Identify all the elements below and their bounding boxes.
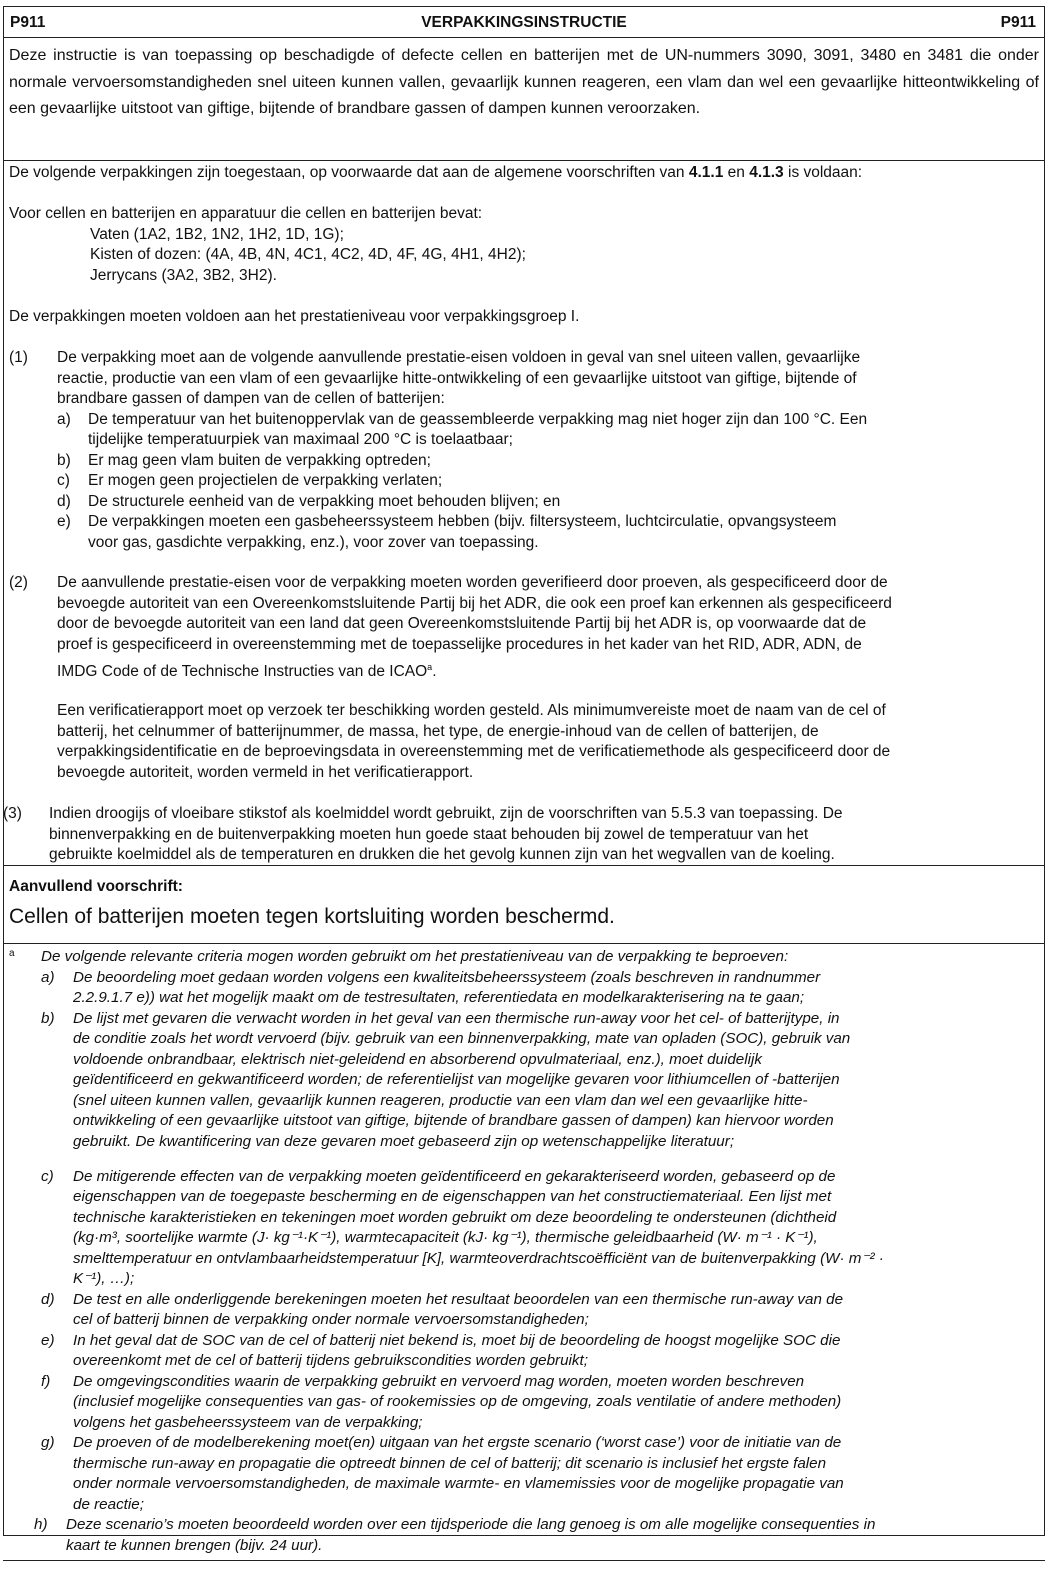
divider [4, 943, 1044, 944]
item-line: De verpakkingen moeten een gasbeheerssysteem hebben (bijv. filtersysteem, luchtcirculatie, opvangsysteem [88, 513, 837, 530]
footnote-line: De omgevingscondities waarin de verpakking gebruikt en vervoerd mag worden, moeten worden beschreven [73, 1373, 805, 1390]
footnote-line: De mitigerende effecten van de verpakking moeten geïdentificeerd en gekarakteriseerd worden, gebaseerd op de [73, 1168, 836, 1185]
footnote-line: Deze scenario’s moeten beoordeeld worden over een tijdsperiode die lang genoeg is om alle mogelijke consequenties in [66, 1516, 876, 1533]
instruction-table [3, 6, 1045, 1536]
ref-4-1-1: 4.1.1 [688, 164, 724, 181]
item-line: De structurele eenheid van de verpakking moet behouden blijven; en [88, 493, 561, 510]
report-line: Een verificatierapport moet op verzoek ter beschikking worden gesteld. Als minimumvereiste moet de naam van de cel of [57, 702, 886, 719]
footnote-line: volgens het gasbeheerssysteem van de verpakking; [73, 1414, 423, 1431]
packing-group-level: De verpakkingen moeten voldoen aan het prestatieniveau voor verpakkingsgroep I. [9, 308, 580, 325]
para-2-line: door de bevoegde autoriteit van een land dat geen Overeenkomstsluitende Partij bij het ADR is, op voorwaarde dat de [57, 615, 867, 632]
footnote-line: geïdentificeerd en gekwantificeerd worden; de referentielijst van mogelijke gevaren voor lithiumcellen of -batterijen [73, 1071, 840, 1088]
footnote-line: voldoende onbrandbaar, elektrisch niet-geleidend en absorberend opvulmateriaal, enz.), moet duidelijk [73, 1051, 762, 1068]
footnote-letter: g) [41, 1434, 55, 1451]
ref-4-1-3: 4.1.3 [749, 164, 784, 181]
additional-label: Aanvullend voorschrift: [9, 878, 183, 895]
footnote-line: thermische run-away en propagatie die optreedt binnen de cel of batterij; dit scenario is inclusief het ergste falen [73, 1455, 827, 1472]
para-2-line: De aanvullende prestatie-eisen voor de verpakking moeten worden geverifieerd door proeven, als gespecificeerd door de [57, 574, 888, 591]
bottom-divider [3, 1560, 1045, 1561]
divider [4, 37, 1044, 38]
para-1-line: De verpakking moet aan de volgende aanvullende prestatie-eisen voldoen in geval van snel uiteen vallen, gevaarlijke [57, 349, 861, 366]
para-2-line: bevoegde autoriteit van een Overeenkomstsluitende Partij bij het ADR, die ook een proef kan erkennen als gespecificeerd [57, 595, 892, 612]
item-letter: e) [57, 513, 71, 530]
item-line: Er mag geen vlam buiten de verpakking optreden; [88, 452, 431, 469]
packaging-jerrycans: Jerrycans (3A2, 3B2, 3H2). [90, 267, 277, 284]
para-3-number: (3) [3, 805, 22, 822]
additional-text: Cellen of batterijen moeten tegen kortsluiting worden beschermd. [9, 905, 615, 928]
footnote-letter: a) [41, 969, 55, 986]
item-line: Er mogen geen projectielen de verpakking verlaten; [88, 472, 443, 489]
packaging-boxes: Kisten of dozen: (4A, 4B, 4N, 4C1, 4C2, 4D, 4F, 4G, 4H1, 4H2); [90, 246, 526, 263]
item-line: De temperatuur van het buitenoppervlak van de geassembleerde verpakking mag niet hoger zijn dan 100 °C. Een [88, 411, 868, 428]
para-2-number: (2) [9, 574, 28, 591]
item-line: tijdelijke temperatuurpiek van maximaal 200 °C is toelaatbaar; [88, 431, 513, 448]
footnote-line: De test en alle onderliggende berekeningen moeten het resultaat beoordelen van een thermische run-away van de [73, 1291, 844, 1308]
footnote-line: De proeven of de modelberekening moet(en) uitgaan van het ergste scenario (‘worst case’) voor de initiatie van de [73, 1434, 842, 1451]
footnote-line: gebruikt. De kwantificering van deze gevaren moet gebaseerd zijn op wetenschappelijke literatuur; [73, 1133, 735, 1150]
footnote-line: (kg·m³, soortelijke warmte (J· kg⁻¹·K⁻¹), warmtecapaciteit (kJ· kg⁻¹), thermische geleidbaarheid (W· m⁻¹ · K⁻¹), [73, 1229, 818, 1246]
footnote-line: (snel uiteen kunnen vallen, gevaarlijk kunnen reageren, productie van een vlam dan wel een gevaarlijke hitte- [73, 1092, 808, 1109]
packaging-drums: Vaten (1A2, 1B2, 1N2, 1H2, 1D, 1G); [90, 226, 344, 243]
para-3-line: Indien droogijs of vloeibare stikstof als koelmiddel wordt gebruikt, zijn de voorschriften van 5.5.3 van toepassing. De [49, 805, 843, 822]
footnote-line: de reactie; [73, 1496, 144, 1513]
footnote-line: onder normale vervoersomstandigheden, de maximale warmte- en vlamemissies voor de mogelijke propagatie van [73, 1475, 844, 1492]
report-line: bevoegde autoriteit, worden vermeld in het verificatierapport. [57, 764, 474, 781]
footnote-line: 2.2.9.1.7 e)) wat het mogelijk maakt om de testresultaten, referentiedata en modelkarakterisering na te gaan; [73, 989, 805, 1006]
footnote-mark: a [9, 948, 15, 959]
para-1-line: brandbare gassen of dampen van de cellen of batterijen: [57, 390, 445, 407]
header-code-right: P911 [1000, 14, 1036, 31]
footnote-line: technische karakteristieken en tekeningen moet worden gebruikt om deze beoordeling te ondersteunen (dichtheid [73, 1209, 837, 1226]
footnote-line: cel of batterij binnen de verpakking onder normale vervoersomstandigheden; [73, 1311, 589, 1328]
footnote-line: In het geval dat de SOC van de cel of batterij niet bekend is, moet bij de beoordeling de hoogst mogelijke SOC die [73, 1332, 841, 1349]
footnote-letter: h) [34, 1516, 48, 1533]
footnote-letter: d) [41, 1291, 55, 1308]
footnote-line: ontwikkeling of een gevaarlijke uitstoot van giftige, bijtende of brandbare gassen of dampen) kan hiervoor worden [73, 1112, 834, 1129]
para-1-number: (1) [9, 349, 28, 366]
footnote-line: smelttemperatuur en ontvlambaarheidstemperatuur [K], warmteoverdrachtscoëfficiënt van de buitenverpakking (W· m⁻² · [73, 1250, 884, 1267]
allowed-statement: De volgende verpakkingen zijn toegestaan, op voorwaarde dat aan de algemene voorschriften van 4.1.1 en 4.1.3 is voldaan: [9, 164, 863, 181]
footnote-letter: b) [41, 1010, 55, 1027]
report-line: verpakkingsidentificatie en de beproevingsdata in overeenstemming met de verificatiemethode als gespecificeerd door de [57, 743, 891, 760]
item-letter: c) [57, 472, 70, 489]
header-title: VERPAKKINGSINSTRUCTIE [421, 14, 627, 31]
footnote-letter: c) [41, 1168, 54, 1185]
item-line: voor gas, gasdichte verpakking, enz.), voor zover van toepassing. [88, 534, 539, 551]
divider [4, 160, 1044, 161]
footnote-intro: De volgende relevante criteria mogen worden gebruikt om het prestatieniveau van de verpakking te beproeven: [41, 948, 789, 965]
footnote-line: (inclusief mogelijke consequenties van gas- of rookemissies op de omgeving, zoals ventilatie of andere methoden) [73, 1393, 842, 1410]
para-2-last-line: IMDG Code of de Technische Instructies van de ICAO$^a$. [57, 662, 437, 681]
para-1-line: reactie, productie van een vlam of een gevaarlijke hitte-ontwikkeling of een gevaarlijke uitstoot van giftige, bijtende of [57, 370, 857, 387]
footnote-letter: e) [41, 1332, 55, 1349]
cells-intro: Voor cellen en batterijen en apparatuur die cellen en batterijen bevat: [9, 205, 483, 222]
footnote-line: De lijst met gevaren die verwacht worden in het geval van een thermische run-away voor het cel- of batterijtype, in [73, 1010, 840, 1027]
para-2-line: proef is gespecificeerd in overeenstemming met de toepasselijke procedures in het kader van het RID, ADR, ADN, de [57, 636, 862, 653]
para-3-line: gebruikte koelmiddel als de temperaturen en drukken die het gevolg kunnen zijn van het wegvallen van de koeling. [49, 846, 835, 863]
divider [4, 865, 1044, 866]
report-line: batterij, het celnummer of batterijnummer, de massa, het type, de energie-inhoud van de cellen of batterijen, de [57, 723, 819, 740]
footnote-line: De beoordeling moet gedaan worden volgens een kwaliteitsbeheerssysteem (zoals beschreven in randnummer [73, 969, 821, 986]
footnote-line: overeenkomt met de cel of batterij tijdens gebruikscondities worden gebruikt; [73, 1352, 588, 1369]
para-3-line: binnenverpakking en de buitenverpakking moeten hun goede staat behouden bij zowel de temperatuur van het [49, 826, 809, 843]
footnote-line: kaart te kunnen brengen (bijv. 24 uur). [66, 1537, 323, 1554]
item-letter: b) [57, 452, 71, 469]
table-header [4, 7, 1044, 37]
footnote-line: K⁻¹), …); [73, 1270, 135, 1287]
header-code-left: P911 [10, 14, 46, 31]
intro-paragraph: Deze instructie is van toepassing op beschadigde of defecte cellen en batterijen met de UN-nummers 3090, 3091, 3480 en 3481 die onder normale vervoersomstandigheden snel uiteen kunnen vallen, gevaarlijk kunnen reageren, een vlam dan wel een gevaarlijke hitteontwikkeling of een gevaarlijke uitstoot van giftige, bijtende of brandbare gassen of dampen kunnen veroorzaken. [9, 47, 1039, 117]
footnote-line: de conditie zoals het wordt vervoerd (bijv. gebruik van een binnenverpakking, mate van opladen (SOC), gebruik van [73, 1030, 851, 1047]
footnote-ref: a [427, 662, 433, 672]
item-letter: a) [57, 411, 71, 428]
footnote-line: eigenschappen van de toegepaste bescherming en de eigenschappen van het constructiemateriaal. Een lijst met [73, 1188, 832, 1205]
footnote-letter: f) [41, 1373, 51, 1390]
item-letter: d) [57, 493, 71, 510]
